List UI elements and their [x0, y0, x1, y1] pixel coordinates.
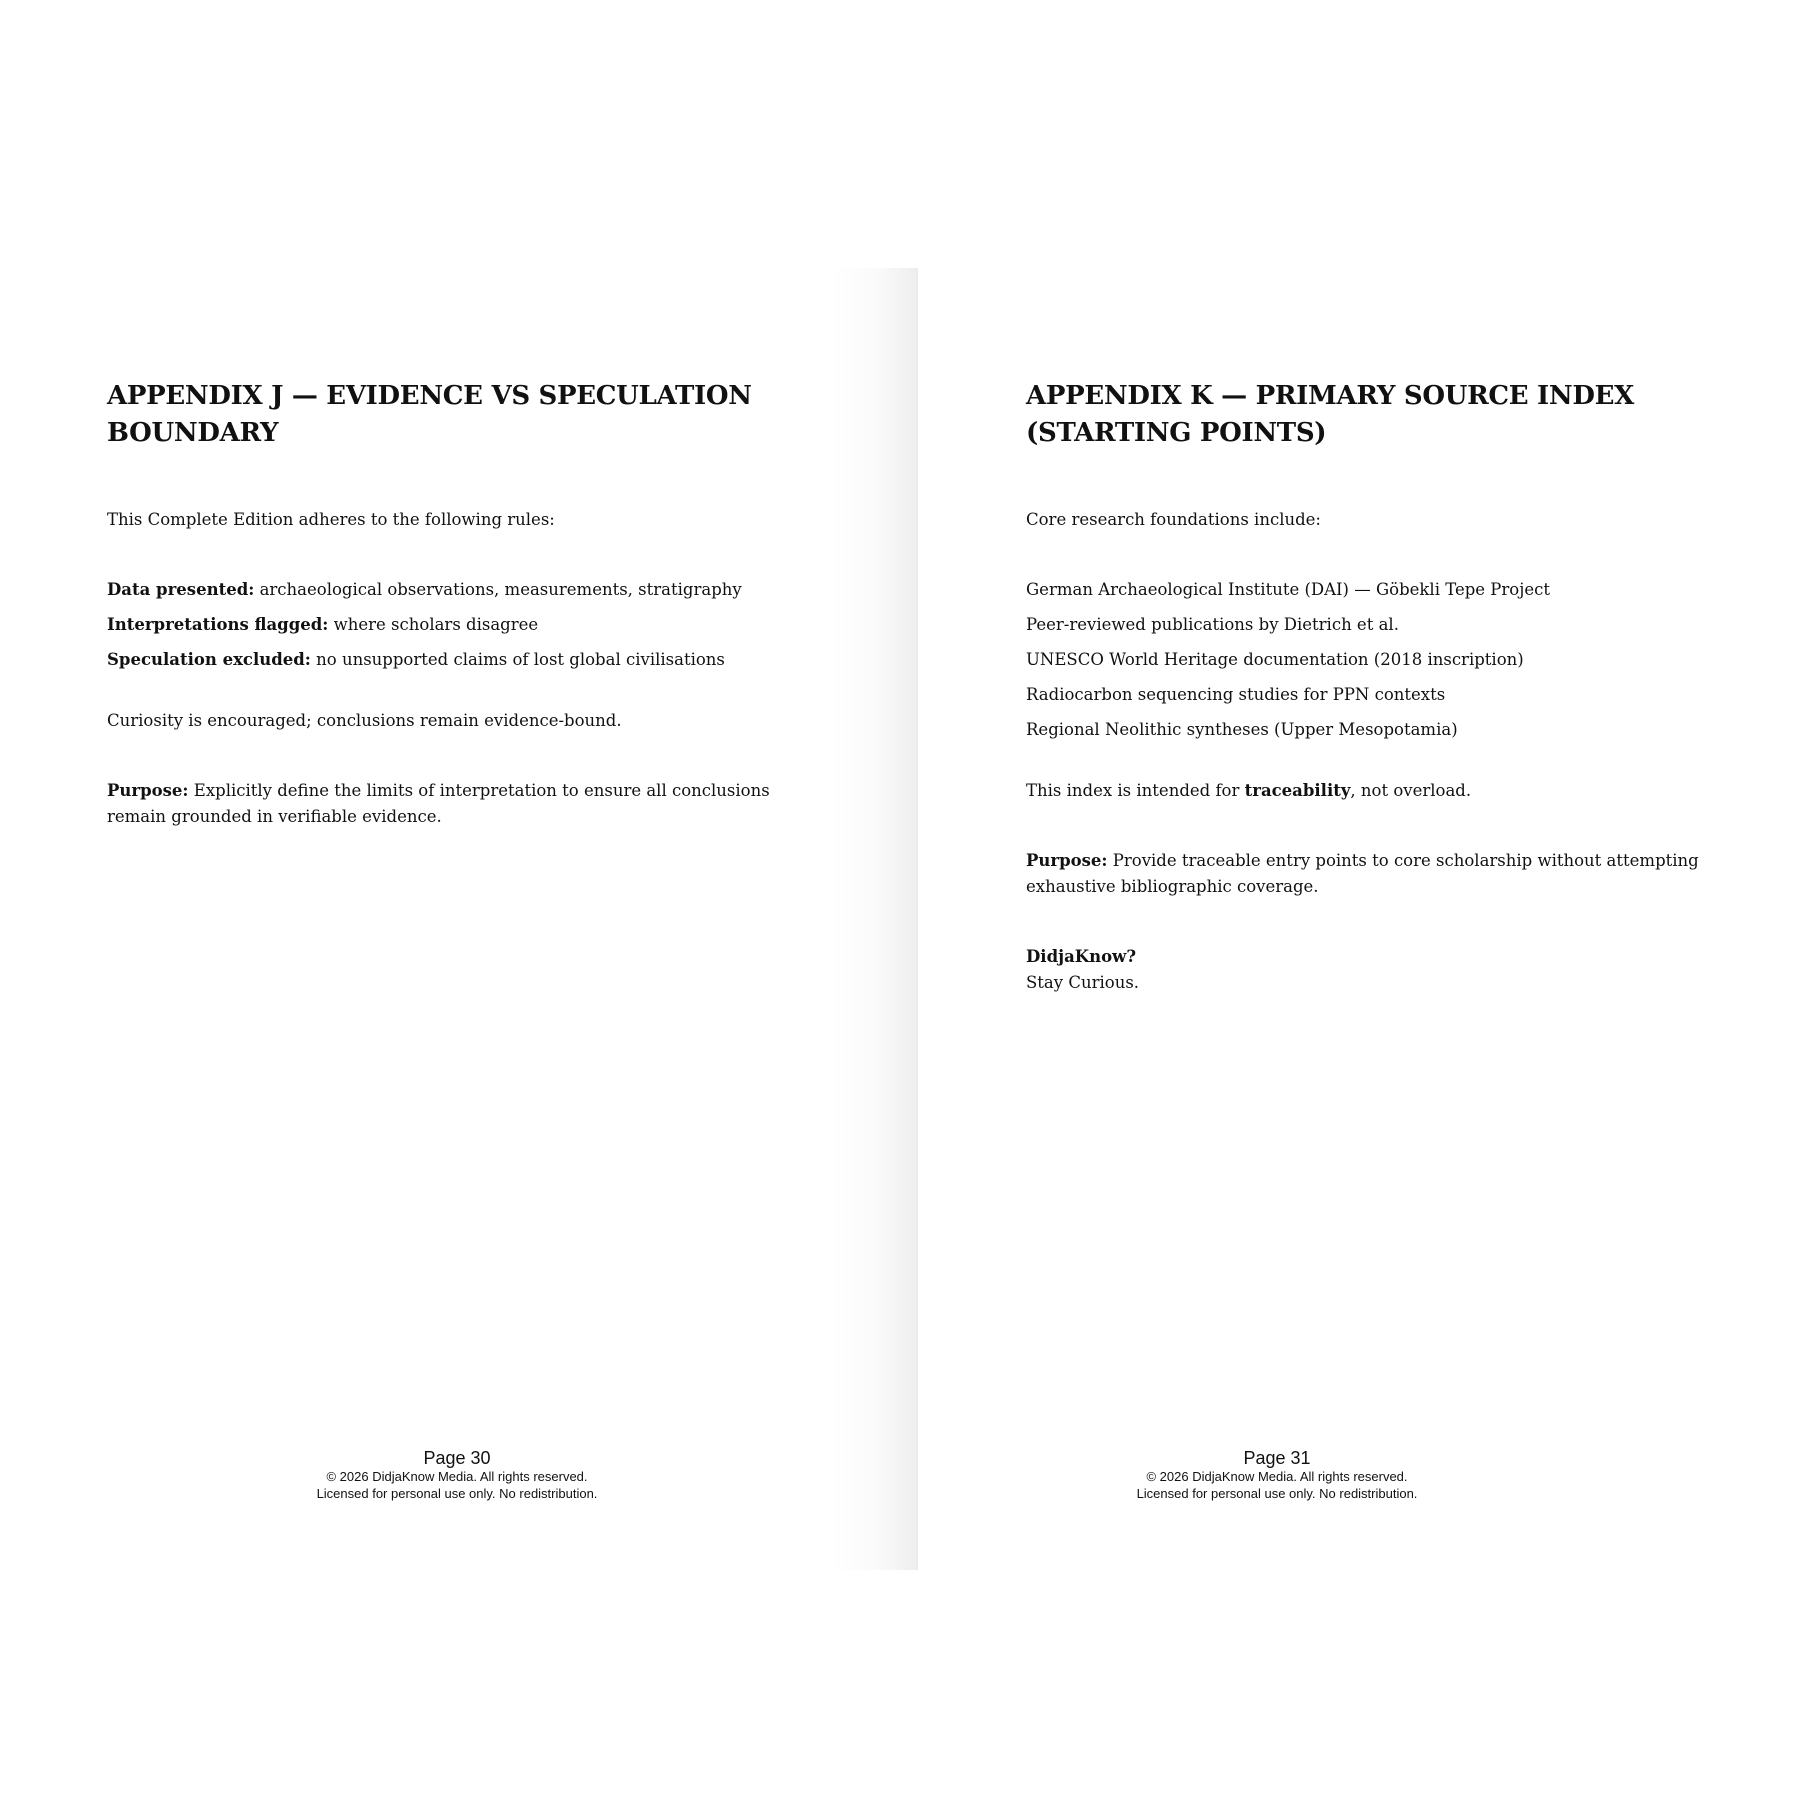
signoff	[1026, 944, 1716, 996]
intro-text: Core research foundations include:	[1026, 510, 1321, 529]
list-item: German Archaeological Institute (DAI) — Göbekli Tepe Project	[1026, 580, 1550, 599]
right-page-content	[1026, 378, 1716, 996]
rule-label: Data presented:	[107, 580, 255, 599]
rule-label: Speculation excluded:	[107, 650, 311, 669]
purpose-paragraph	[107, 778, 797, 830]
page-footer	[1112, 1448, 1442, 1502]
gutter-shadow	[830, 268, 918, 1570]
right-page	[918, 268, 1820, 1570]
signoff-heading: DidjaKnow?	[1026, 947, 1136, 966]
rule-text: no unsupported claims of lost global civilisations	[310, 650, 725, 669]
list-item: UNESCO World Heritage documentation (2018 inscription)	[1026, 650, 1524, 669]
list-item	[107, 577, 797, 603]
purpose-label: Purpose:	[107, 781, 189, 800]
intro-text: This Complete Edition adheres to the following rules:	[107, 510, 555, 529]
book-spread	[0, 268, 1820, 1570]
copyright-text: © 2026 DidjaKnow Media. All rights reserved.	[1146, 1469, 1408, 1484]
page-title: APPENDIX J — EVIDENCE VS SPECULATION BOUNDARY	[107, 381, 752, 448]
page-number: Page 30	[423, 1448, 491, 1468]
index-note	[1026, 778, 1716, 804]
page-number: Page 31	[1243, 1448, 1311, 1468]
index-note-text: This index is intended for	[1026, 781, 1245, 800]
rule-text: where scholars disagree	[328, 615, 539, 634]
license-text: Licensed for personal use only. No redistribution.	[1136, 1486, 1418, 1501]
purpose-paragraph	[1026, 848, 1716, 900]
page-title: APPENDIX K — PRIMARY SOURCE INDEX (STARTING POINTS)	[1026, 381, 1635, 448]
index-note-emphasis: traceability	[1244, 781, 1351, 800]
list-item: Peer-reviewed publications by Dietrich et al.	[1026, 615, 1399, 634]
copyright-text: © 2026 DidjaKnow Media. All rights reserved.	[326, 1469, 588, 1484]
rule-text: archaeological observations, measurements, stratigraphy	[254, 580, 742, 599]
rules-list	[107, 577, 797, 673]
purpose-label: Purpose:	[1026, 851, 1108, 870]
index-note-text-end: , not overload.	[1350, 781, 1472, 800]
list-item: Radiocarbon sequencing studies for PPN contexts	[1026, 685, 1446, 704]
left-page	[0, 268, 918, 1570]
purpose-text: Explicitly define the limits of interpretation to ensure all conclusions remain grounded in verifiable evidence.	[107, 781, 770, 826]
page-footer	[292, 1448, 622, 1502]
left-page-content	[107, 378, 797, 830]
signoff-text: Stay Curious.	[1026, 973, 1140, 992]
list-item: Regional Neolithic syntheses (Upper Mesopotamia)	[1026, 720, 1458, 739]
list-item	[107, 647, 797, 673]
rule-label: Interpretations flagged:	[107, 615, 329, 634]
note-text: Curiosity is encouraged; conclusions remain evidence-bound.	[107, 711, 622, 730]
license-text: Licensed for personal use only. No redistribution.	[316, 1486, 598, 1501]
list-item	[107, 612, 797, 638]
sources-list	[1026, 577, 1716, 743]
purpose-text: Provide traceable entry points to core scholarship without attempting exhaustive bibliographic coverage.	[1026, 851, 1699, 896]
